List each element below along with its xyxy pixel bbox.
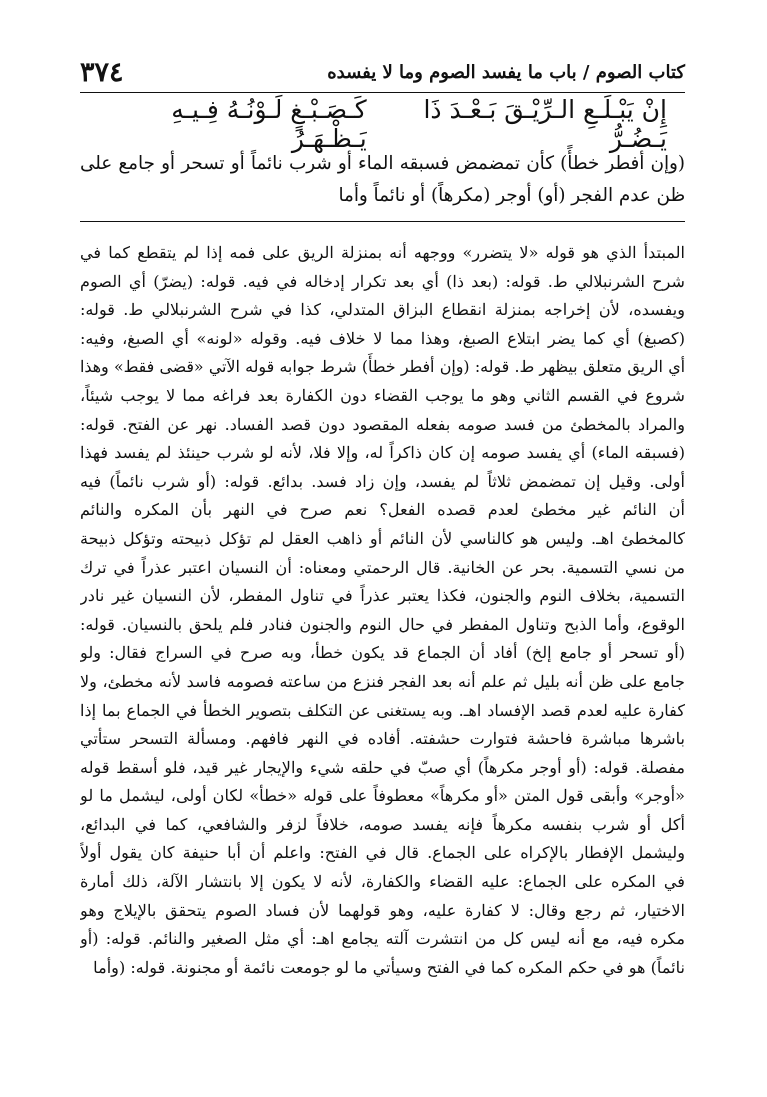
commentary-line: وليشمل الإفطار بالإكراه على الجماع. قال في الفتح: واعلم أن أبا حنيفة كان يقول أولاً [80,843,685,863]
page-header [80,52,685,93]
commentary-line: (أو تسحر أو جامع إلخ) أفاد أن الجماع قد يكون خطأ، وبه صرح في السراج فقال: ولو [80,643,685,663]
commentary-line: والمراد بالمخطئ من فسد صومه بفعله المقصود دون قصد الفساد. نهر عن الفتح. قوله: [80,414,685,434]
verse-first-hemistich: إِنْ يَبْـلَـعِ الـرِّيْـقَ بَـعْـدَ ذَا يَـضُـرُّ [423,95,667,153]
section-divider [80,221,685,222]
matn-line: (وإن أفطر خطأً) كأن تمضمض فسبقه الماء أو شرب نائماً أو تسحر أو جامع على [80,153,685,174]
commentary-line: كالمخطئ اهـ. وليس هو كالناسي لأن النائم أو ذاهب العقل لم تؤكل ذبيحته وتؤكل ذبيحة [80,528,685,548]
commentary-line: شرح الشرنبلالي ط. قوله: (بعد ذا) أي بعد تكرار إدخاله في فيه. قوله: (يضرّ) أي الصوم [80,271,685,291]
page-number: ٣٧٤ [80,56,124,88]
commentary-line: الوقوع، وأما الذبح وتناول المفطر في حال النوم والجنون فنادر فلم يلحق بالنسيان. قوله: [80,614,685,634]
commentary-line: أي الريق متعلق بيظهر ط. قوله: (وإن أفطر خطأً) شرط جوابه قوله الآتي «قضى فقط» وهذا [80,357,685,377]
commentary-line: أولى. وقيل إن تمضمض ثلاثاً لم يفسد، وإن زاد فسد. بدائع. قوله: (أو شرب نائماً) فيه [80,471,685,491]
commentary-line: نائماً) هو في حكم المكره كما في الفتح وسيأتي ما لو جومعت نائمة أو مجنونة. قوله: (وأما [93,957,685,977]
verse-second-hemistich: كَـصَـبْـغٍ لَـوْنُـهُ فِـيـهِ يَـظْـهَـرُ [171,95,367,153]
commentary-line: الاختيار، ثم رجع وقال: لا كفارة عليه، وهو قولهما لأن فساد الصوم يتحقق بالإيلاج وهو [80,900,685,920]
commentary-line: مفصلة. قوله: (أو أوجر مكرهاً) أي صبّ في حلقه شيء والإيجار غير قيد، فلو أسقط قوله [80,757,685,777]
running-title: كتاب الصوم / باب ما يفسد الصوم وما لا يفسده [327,61,685,83]
commentary-line: المبتدأ الذي هو قوله «لا يتضرر» ووجهه أنه بمنزلة الريق على فمه إذا لم يتقطع كما في [80,243,685,262]
commentary-line: أن النائم غير مخطئ لعدم قصده الفعل؟ نعم صرح في النهر بأن المكره والنائم [80,500,685,520]
matn-text [80,148,685,212]
commentary-line: في المكره على الجماع: عليه القضاء والكفارة، لأنه لا يكون إلا بانتشار الآلة، ذلك أمارة [80,872,685,892]
commentary-line: «أوجر» وأبقى قول المتن «أو مكرهاً» معطوفاً على قوله «خطأ» لكان أولى، ليشمل ما لو [80,786,685,806]
commentary-line: كفارة عليه لعدم قصد الإفساد اهـ. وبه يستغنى عن التكلف بتصوير الخطأ في الجماع بما إذا [80,700,685,720]
commentary-text [80,239,685,982]
commentary-line: شروع في القسم الثاني وهو ما يوجب القضاء دون الكفارة بعد فراغه مما لا يوجب شيئاً، [80,385,685,405]
commentary-line: من نسي التسمية. بحر عن الخانية. قال الرحمتي ومعناه: أن النسيان اعتبر عذراً في ترك [80,557,685,577]
matn-line: ظن عدم الفجر (أو) أوجر (مكرهاً) أو نائماً وأما [338,185,685,206]
verse-line [96,95,667,153]
commentary-line: ويفسده، لأن إخراجه بمنزلة انقطاع البزاق المتدلي، كذا في شرح الشرنبلالي ط. قوله: [80,300,685,320]
commentary-line: مكره فيه، مع أنه ليس كل من انتشرت آلته يجامع اهـ: أي مثل الصغير والنائم. قوله: (أو [80,929,685,949]
commentary-line: أكل أو شرب بنفسه مكرهاً فإنه يفسد صومه، خلافاً لزفر والشافعي، كما في البدائع، [80,814,685,834]
commentary-line: جامع على ظن أنه بليل ثم علم أنه بعد الفجر فنزع من ساعته فصومه فاسد لأنه مخطئ، ولا [80,671,685,691]
commentary-line: باشرها مباشرة فاحشة فتوارت حشفته. أفاده في النهر فافهم. ومسألة التسحر ستأتي [80,729,685,749]
commentary-line: (كصبغ) أي كما يضر ابتلاع الصبغ، وهذا مما لا خلاف فيه. وقوله «لونه» أي الصبغ، وفيه: [80,328,685,348]
commentary-line: (فسبقه الماء) أي يفسد صومه إن كان ذاكراً له، وإلا فلا، لأنه لو شرب حينئذ لم يفسد فهذا [80,443,685,463]
commentary-line: التسمية، بخلاف النوم والجنون، فكذا يعتبر عذراً في تناول المفطر، لأن النسيان غير نادر [80,586,685,606]
